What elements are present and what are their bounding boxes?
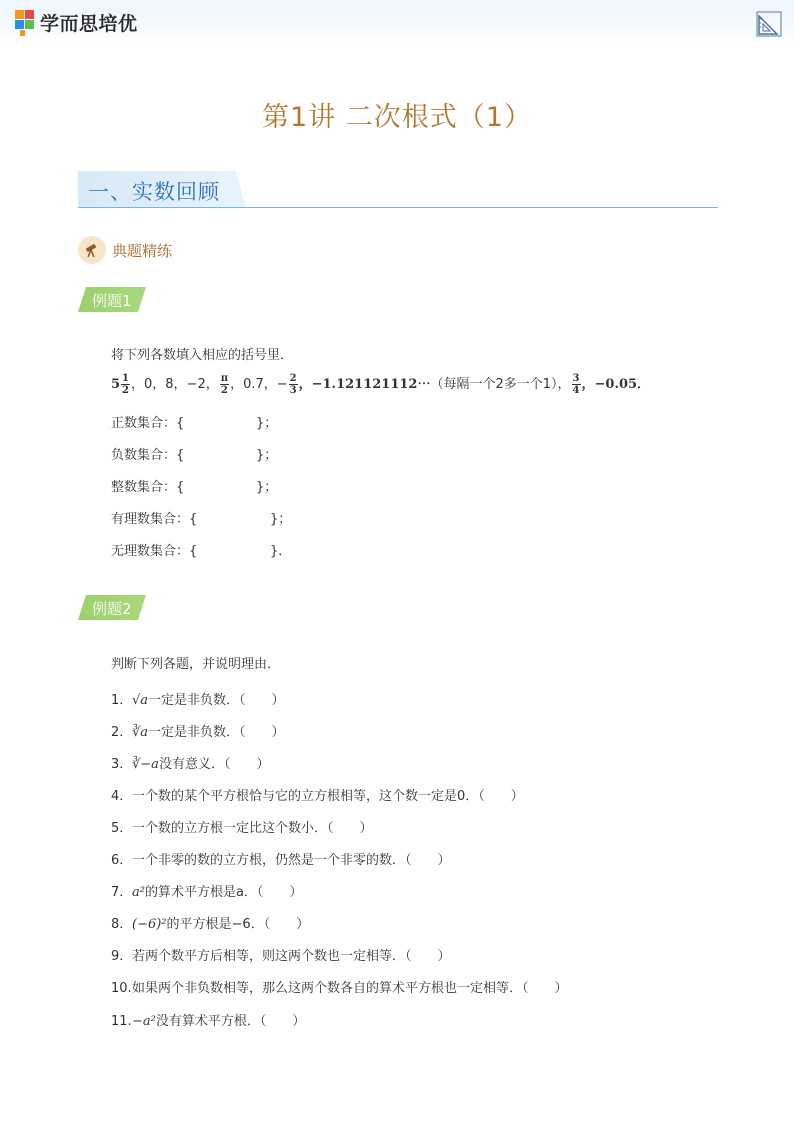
- section-title: 一、实数回顾: [88, 180, 220, 204]
- fraction-two-thirds: $\frac{2}{3}$: [289, 373, 297, 396]
- question-10: [111, 977, 568, 996]
- mixed-number-whole: 5: [111, 377, 121, 392]
- question-number: 3.: [111, 757, 124, 772]
- set-close: }．: [270, 544, 292, 559]
- question-expression: √a: [132, 693, 149, 708]
- set-close: }；: [270, 512, 292, 527]
- question-7: [111, 881, 302, 900]
- example-2-tag-label: 例题2: [92, 600, 132, 618]
- section-banner: [78, 171, 718, 209]
- question-3: [111, 753, 269, 772]
- question-number: 9.: [111, 949, 124, 964]
- set-label: 有理数集合：{: [111, 512, 198, 527]
- fraction-three-quarters: $\frac{3}{4}$: [572, 373, 580, 396]
- question-number: 8.: [111, 917, 124, 932]
- question-text: 没有意义．（ ）: [158, 757, 270, 772]
- question-text: 若两个数平方后相等，则这两个数也一定相等．（ ）: [132, 949, 451, 964]
- numbers-note: （每隔一个2多一个1），: [430, 377, 571, 392]
- set-label: 整数集合：{: [111, 480, 185, 495]
- question-8: [111, 913, 309, 932]
- example-2-tag: [78, 595, 146, 620]
- question-text: 没有算术平方根．（ ）: [155, 1014, 306, 1029]
- question-expression: ∛−a: [132, 757, 159, 772]
- question-text: 一个数的立方根一定比这个数小．（ ）: [132, 821, 373, 836]
- set-label: 负数集合：{: [111, 448, 185, 463]
- question-text: 一定是非负数．（ ）: [148, 725, 285, 740]
- question-text: 的算术平方根是a．（ ）: [144, 885, 303, 900]
- question-1: [111, 689, 285, 708]
- set-label: 无理数集合：{: [111, 544, 198, 559]
- subheading-text: 典题精练: [112, 241, 173, 260]
- set-rational: [111, 508, 292, 527]
- question-number: 4.: [111, 789, 124, 804]
- question-number: 10.: [111, 981, 132, 996]
- question-number: 11.: [111, 1014, 132, 1029]
- question-number: 6.: [111, 853, 124, 868]
- brand-logo: [15, 9, 138, 36]
- set-close: }；: [256, 480, 278, 495]
- question-2: [111, 721, 285, 740]
- set-integer: [111, 476, 278, 495]
- question-number: 5.: [111, 821, 124, 836]
- question-text: 一个非零的数的立方根，仍然是一个非零的数．（ ）: [132, 853, 451, 868]
- question-expression: (−6)²: [132, 917, 167, 932]
- fraction-one-half: $\frac{1}{2}$: [122, 373, 130, 396]
- logo-text: 学而思培优: [40, 13, 138, 35]
- question-6: [111, 849, 451, 868]
- question-number: 2.: [111, 725, 124, 740]
- numbers-long-decimal: ，−1.121121112⋯: [298, 377, 431, 392]
- example-1-tag-label: 例题1: [92, 292, 132, 310]
- numbers-segment-a: ，0，8，−2，: [131, 377, 219, 392]
- question-expression: a²: [132, 885, 145, 900]
- example-1-tag: [78, 287, 146, 312]
- set-positive: [111, 412, 278, 431]
- question-4: [111, 785, 524, 804]
- numbers-segment-b: ，0.7，−: [230, 377, 288, 392]
- question-text: 一个数的某个平方根恰与它的立方根相等，这个数一定是0．（ ）: [132, 789, 524, 804]
- question-5: [111, 817, 373, 836]
- example-1-intro: 将下列各数填入相应的括号里．: [111, 348, 294, 363]
- subheading: [78, 236, 172, 264]
- question-number: 7.: [111, 885, 124, 900]
- geometry-tools-icon: [756, 11, 782, 37]
- set-close: }；: [256, 448, 278, 463]
- fraction-pi-half: $\frac{\pi}{2}$: [220, 373, 229, 396]
- question-text: 的平方根是−6．（ ）: [166, 917, 310, 932]
- question-text: 如果两个非负数相等，那么这两个数各自的算术平方根也一定相等．（ ）: [132, 981, 568, 996]
- set-irrational: [111, 540, 292, 559]
- logo-mark-icon: [15, 10, 35, 36]
- question-text: 一定是非负数．（ ）: [148, 693, 285, 708]
- lesson-title: 第1讲 二次根式（1）: [262, 102, 532, 133]
- question-9: [111, 945, 451, 964]
- question-11: [111, 1010, 305, 1029]
- telescope-icon: [78, 236, 106, 264]
- numbers-repeating-decimal: ，−0.05．: [581, 377, 651, 392]
- set-close: }；: [256, 416, 278, 431]
- question-expression: −a²: [132, 1014, 156, 1029]
- example-2-intro: 判断下列各题，并说明理由．: [111, 657, 281, 672]
- set-negative: [111, 444, 278, 463]
- set-label: 正数集合：{: [111, 416, 185, 431]
- question-expression: ∛a: [132, 725, 149, 740]
- example-1-number-list: [111, 373, 650, 396]
- question-number: 1.: [111, 693, 124, 708]
- section-divider: [78, 207, 718, 208]
